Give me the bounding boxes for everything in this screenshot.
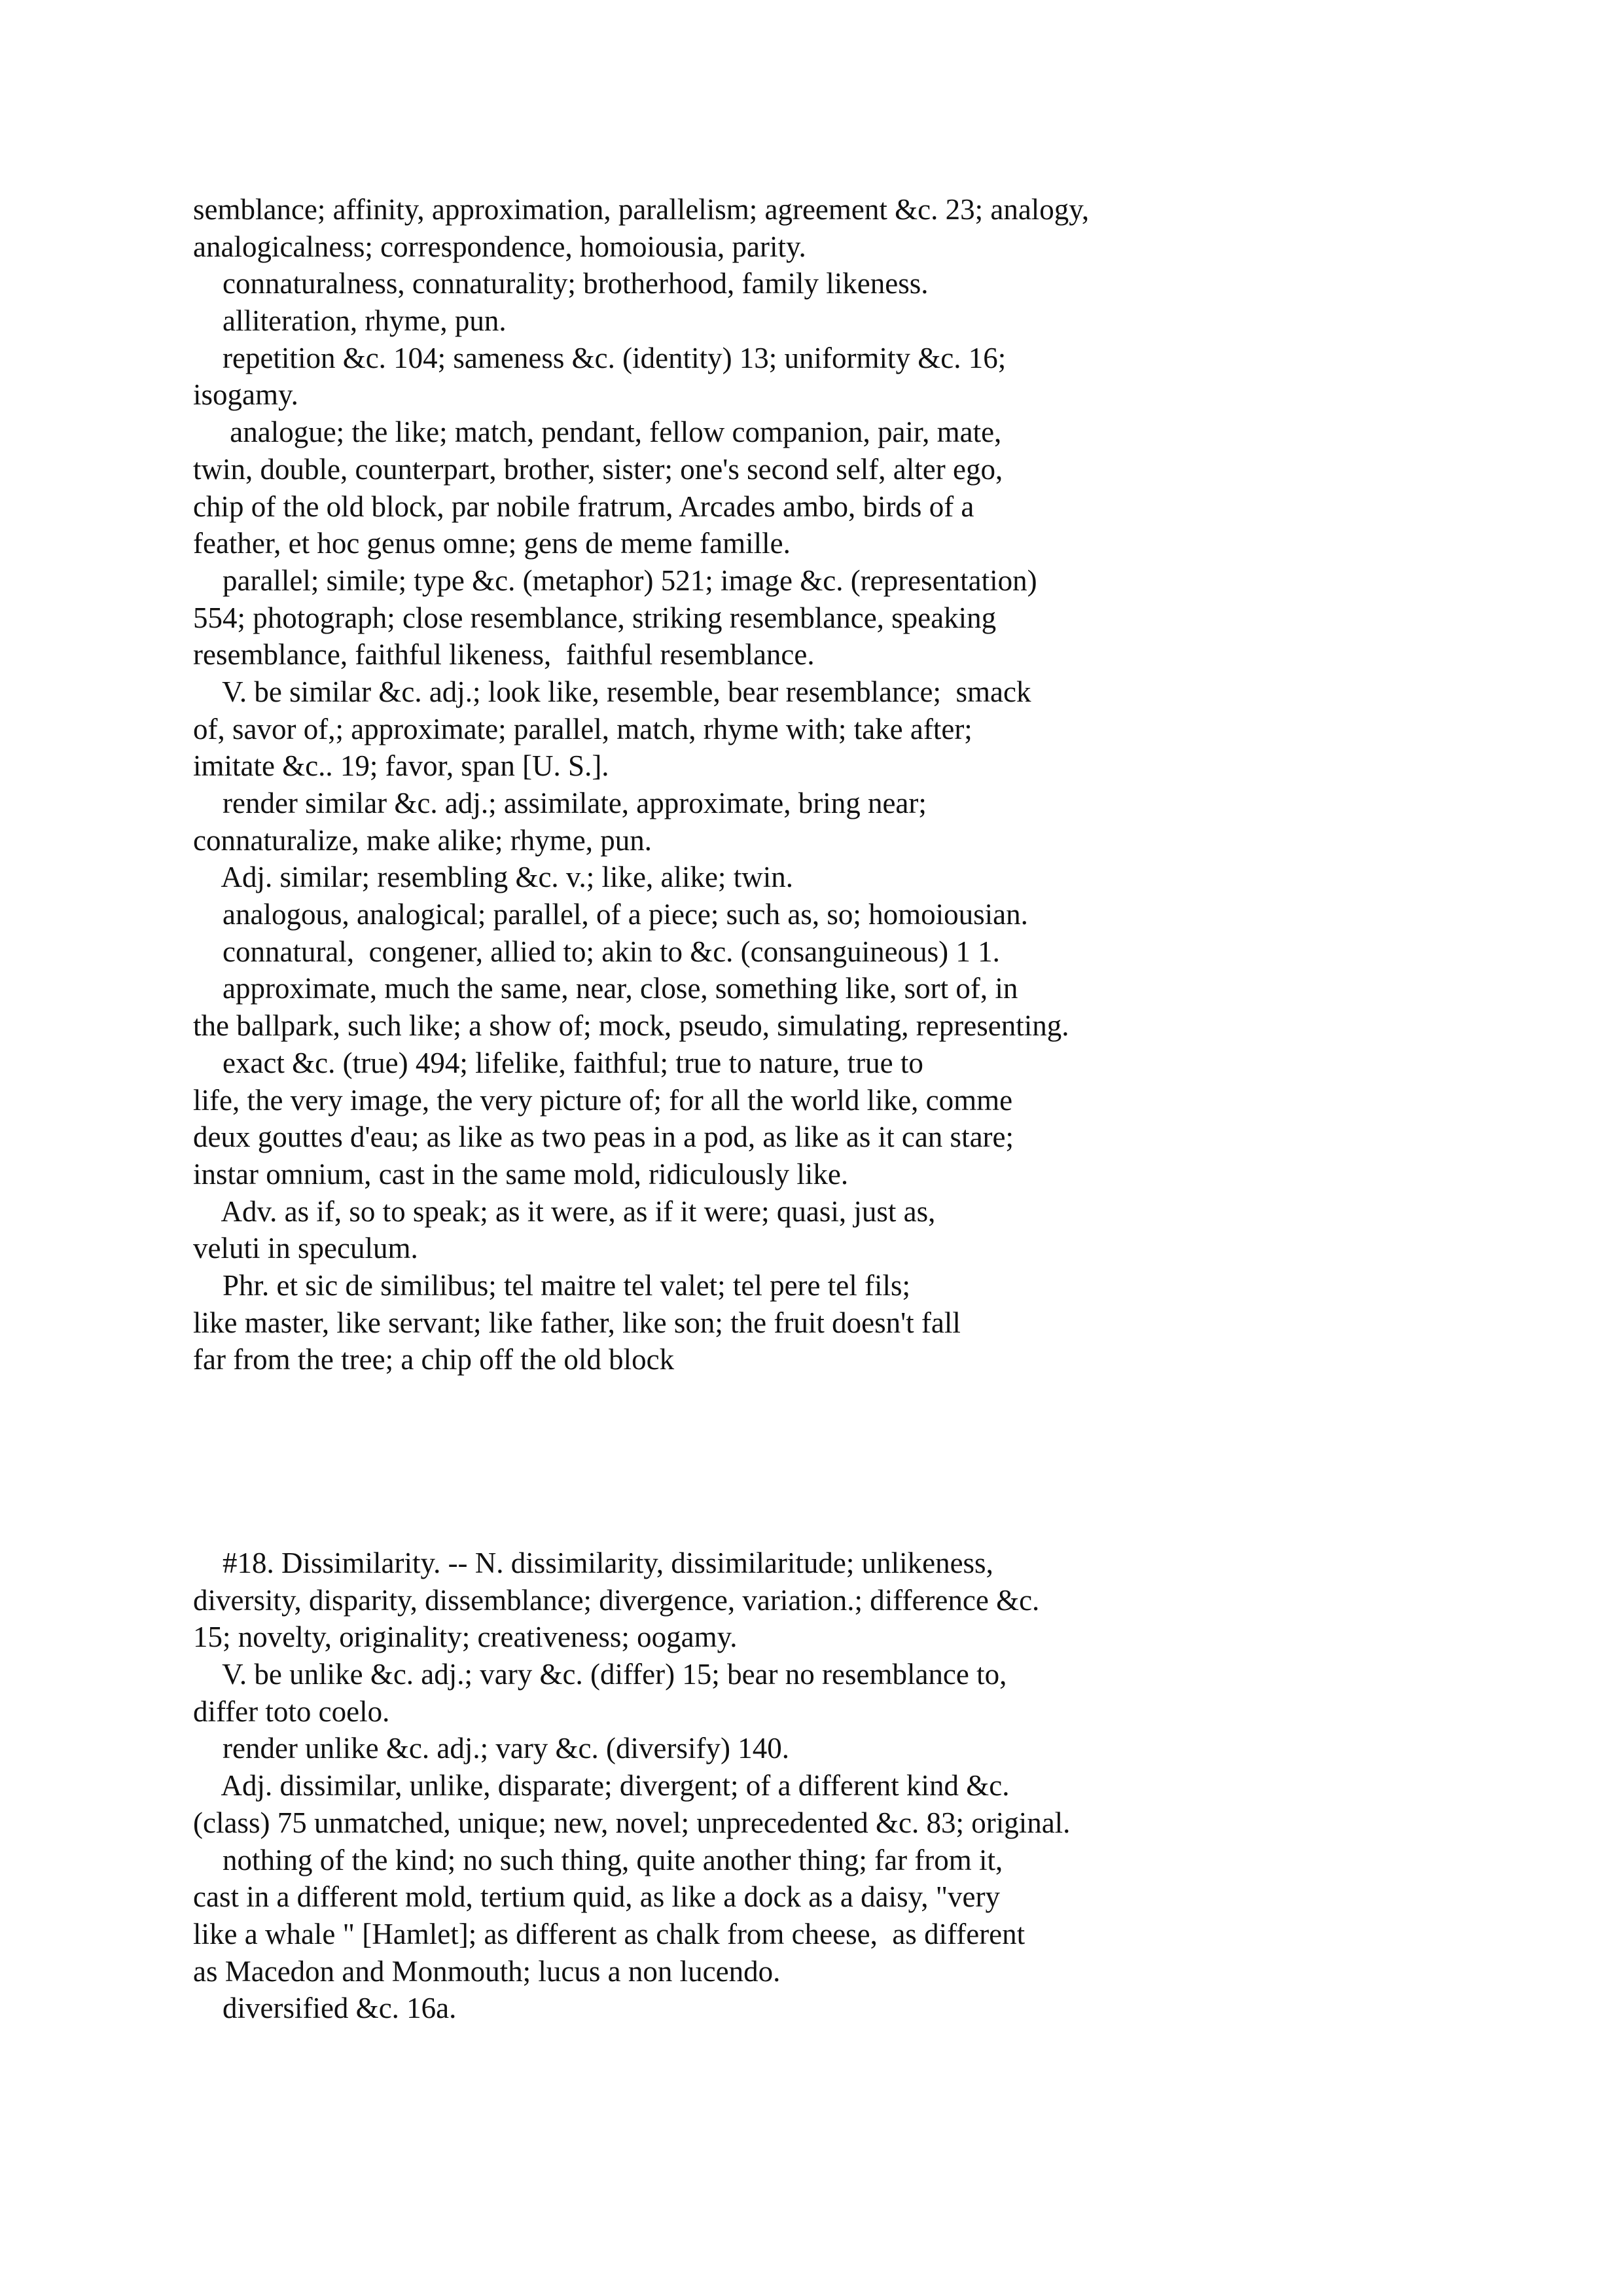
text-line: #18. Dissimilarity. -- N. dissimilarity, dissimilaritude; unlikeness, (193, 1547, 993, 1579)
text-line: like master, like servant; like father, like son; the fruit doesn't fall (193, 1306, 961, 1339)
text-line: far from the tree; a chip off the old block (193, 1343, 675, 1376)
section-dissimilarity-text (193, 1545, 1436, 2027)
section-similarity-text (193, 191, 1436, 1378)
text-line: twin, double, counterpart, brother, sister; one's second self, alter ego, (193, 452, 1003, 486)
text-line: imitate &c.. 19; favor, span [U. S.]. (193, 749, 609, 783)
text-line: Adv. as if, so to speak; as it were, as if it were; quasi, just as, (193, 1194, 936, 1228)
text-line: Phr. et sic de similibus; tel maitre tel valet; tel pere tel fils; (193, 1268, 910, 1302)
text-line: feather, et hoc genus omne; gens de meme famille. (193, 527, 791, 560)
text-line: 15; novelty, originality; creativeness; oogamy. (193, 1621, 738, 1654)
text-line: exact &c. (true) 494; lifelike, faithful; true to nature, true to (193, 1046, 923, 1079)
text-line: chip of the old block, par nobile fratrum, Arcades ambo, birds of a (193, 490, 974, 523)
text-line: connaturalness, connaturality; brotherhood, family likeness. (193, 267, 929, 300)
text-line: as Macedon and Monmouth; lucus a non lucendo. (193, 1954, 781, 1988)
text-line: V. be unlike &c. adj.; vary &c. (differ) 15; bear no resemblance to, (193, 1658, 1007, 1691)
text-line: analogous, analogical; parallel, of a piece; such as, so; homoiousian. (193, 898, 1028, 931)
text-line: diversified &c. 16a. (193, 1992, 457, 2025)
text-line: diversity, disparity, dissemblance; divergence, variation.; difference &c. (193, 1583, 1040, 1617)
text-line: resemblance, faithful likeness, faithful resemblance. (193, 638, 815, 672)
text-line: like a whale " [Hamlet]; as different as chalk from cheese, as different (193, 1917, 1026, 1950)
text-line: cast in a different mold, tertium quid, as like a dock as a daisy, "very (193, 1880, 1001, 1914)
text-line: render similar &c. adj.; assimilate, approximate, bring near; (193, 787, 927, 819)
text-line: approximate, much the same, near, close, something like, sort of, in (193, 972, 1018, 1005)
text-line: semblance; affinity, approximation, parallelism; agreement &c. 23; analogy, (193, 193, 1090, 226)
text-line: analogue; the like; match, pendant, fellow companion, pair, mate, (193, 416, 1002, 449)
text-line: analogicalness; correspondence, homoiousia, parity. (193, 230, 806, 263)
text-line: connatural, congener, allied to; akin to &c. (consanguineous) 1 1. (193, 935, 1000, 968)
text-line: veluti in speculum. (193, 1232, 418, 1265)
text-line: deux gouttes d'eau; as like as two peas in a pod, as like as it can stare; (193, 1121, 1014, 1154)
text-line: parallel; simile; type &c. (metaphor) 521; image &c. (representation) (193, 564, 1037, 597)
text-line: differ toto coelo. (193, 1695, 390, 1728)
text-line: isogamy. (193, 378, 298, 412)
text-line: life, the very image, the very picture of; for all the world like, comme (193, 1083, 1013, 1117)
text-line: (class) 75 unmatched, unique; new, novel; unprecedented &c. 83; original. (193, 1806, 1071, 1839)
text-line: V. be similar &c. adj.; look like, resemble, bear resemblance; smack (193, 675, 1031, 708)
text-line: of, savor of,; approximate; parallel, match, rhyme with; take after; (193, 712, 972, 745)
text-line: repetition &c. 104; sameness &c. (identity) 13; uniformity &c. 16; (193, 341, 1007, 374)
text-line: alliteration, rhyme, pun. (193, 304, 507, 338)
text-line: render unlike &c. adj.; vary &c. (diversify) 140. (193, 1732, 789, 1765)
text-line: 554; photograph; close resemblance, striking resemblance, speaking (193, 601, 997, 634)
text-line: instar omnium, cast in the same mold, ridiculously like. (193, 1157, 849, 1191)
text-line: nothing of the kind; no such thing, quite another thing; far from it, (193, 1843, 1003, 1876)
text-line: connaturalize, make alike; rhyme, pun. (193, 823, 652, 857)
text-line: the ballpark, such like; a show of; mock, pseudo, simulating, representing. (193, 1009, 1069, 1043)
text-line: Adj. dissimilar, unlike, disparate; divergent; of a different kind &c. (193, 1769, 1010, 1803)
text-line: Adj. similar; resembling &c. v.; like, alike; twin. (193, 861, 793, 894)
